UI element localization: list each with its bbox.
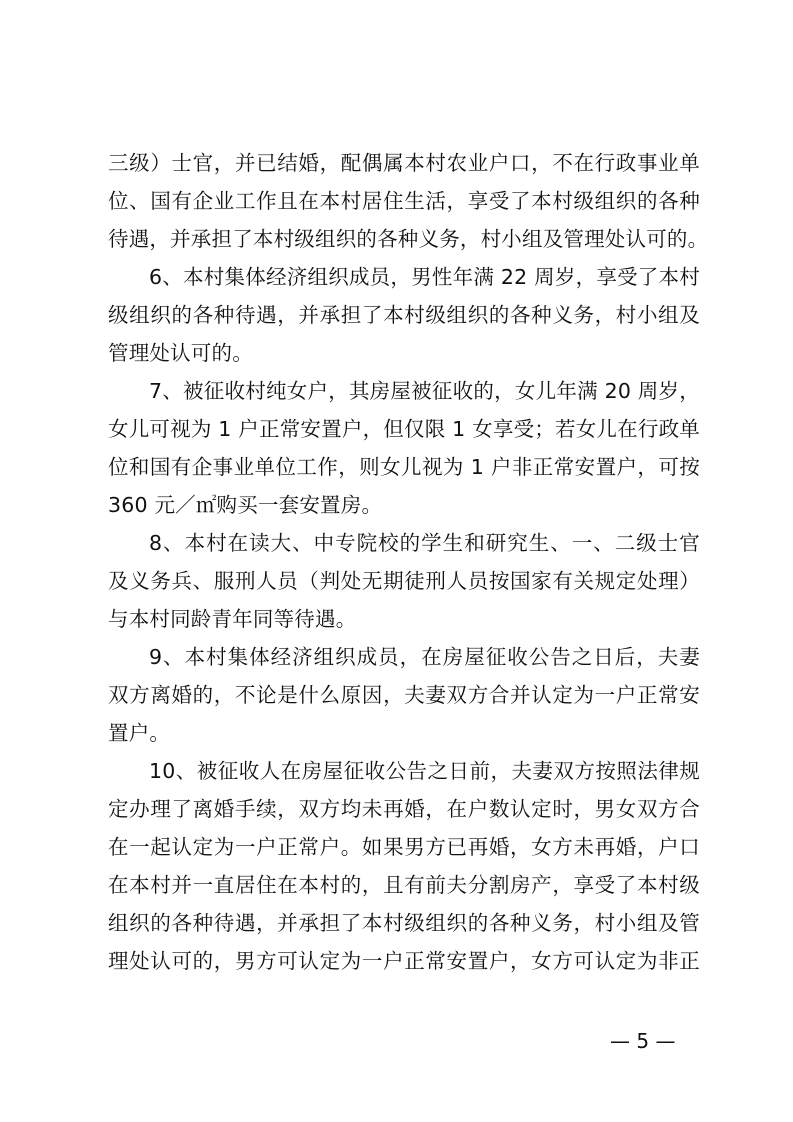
paragraph-10-first-line: 10、被征收人在房屋征收公告之日前，夫妻双方按照法律规 [149,759,700,783]
text-line: 组织的各种待遇，并承担了本村级组织的各种义务，村小组及管 [108,911,700,935]
text-line: 理处认可的，男方可认定为一户正常安置户，女方可认定为非正 [108,949,700,973]
text-line: 及义务兵、服刑人员（判处无期徒刑人员按国家有关规定处理） [108,569,700,593]
text-line: 级组织的各种待遇，并承担了本村级组织的各种义务，村小组及 [108,303,700,327]
text-line: 女儿可视为 1 户正常安置户，但仅限 1 女享受；若女儿在行政单 [108,417,700,441]
text-line: 与本村同龄青年同等待遇。 [108,607,357,631]
text-line: 在本村并一直居住在本村的，且有前夫分割房产，享受了本村级 [108,873,700,897]
paragraph-6-first-line: 6、本村集体经济组织成员，男性年满 22 周岁，享受了本村 [149,265,700,289]
text-line: 管理处认可的。 [108,341,253,365]
paragraph-9-first-line: 9、本村集体经济组织成员，在房屋征收公告之日后，夫妻 [149,645,700,669]
text-line: 三级）士官，并已结婚，配偶属本村农业户口，不在行政事业单 [108,151,700,175]
page-number: — 5 — [610,1029,676,1053]
text-line: 置户。 [108,721,171,745]
text-line: 待遇，并承担了本村级组织的各种义务，村小组及管理处认可的。 [108,227,709,251]
text-line: 位和国有企事业单位工作，则女儿视为 1 户非正常安置户，可按 [108,455,700,479]
text-line: 双方离婚的，不论是什么原因，夫妻双方合并认定为一户正常安 [108,683,700,707]
paragraph-8-first-line: 8、本村在读大、中专院校的学生和研究生、一、二级士官 [149,531,700,555]
paragraph-7-first-line: 7、被征收村纯女户，其房屋被征收的，女儿年满 20 周岁， [149,379,700,403]
text-line: 360 元／㎡购买一套安置房。 [108,493,383,517]
text-line: 位、国有企业工作且在本村居住生活，享受了本村级组织的各种 [108,189,700,213]
text-line: 在一起认定为一户正常户。如果男方已再婚，女方未再婚，户口 [108,835,700,859]
text-line: 定办理了离婚手续，双方均未再婚，在户数认定时，男女双方合 [108,797,700,821]
